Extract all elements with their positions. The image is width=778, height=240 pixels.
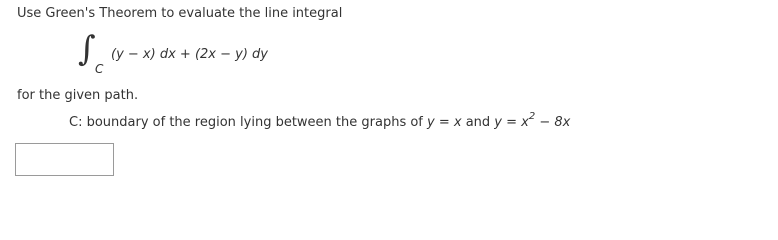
problem-intro: Use Green's Theorem to evaluate the line integral	[17, 6, 343, 21]
conjunction: and	[461, 115, 495, 130]
path-description	[69, 110, 571, 130]
answer-input[interactable]	[15, 143, 114, 176]
integral-path-subscript: C	[95, 62, 104, 76]
integrand	[111, 47, 268, 62]
parabola-base: y = x	[494, 115, 529, 130]
integral-sign: ∫	[78, 29, 96, 69]
integrand-term-1: (y − x) dx	[111, 47, 176, 62]
integrand-term-2: (2x − y) dy	[194, 47, 268, 62]
path-description-prefix: C: boundary of the region lying between the graphs of	[69, 115, 428, 130]
equation-parabola	[494, 110, 571, 130]
equation-line: y = x	[427, 115, 462, 130]
integrand-plus: +	[175, 47, 195, 62]
parabola-exponent: 2	[528, 110, 536, 122]
parabola-rest: − 8x	[535, 115, 571, 130]
for-path-text: for the given path.	[17, 88, 139, 103]
